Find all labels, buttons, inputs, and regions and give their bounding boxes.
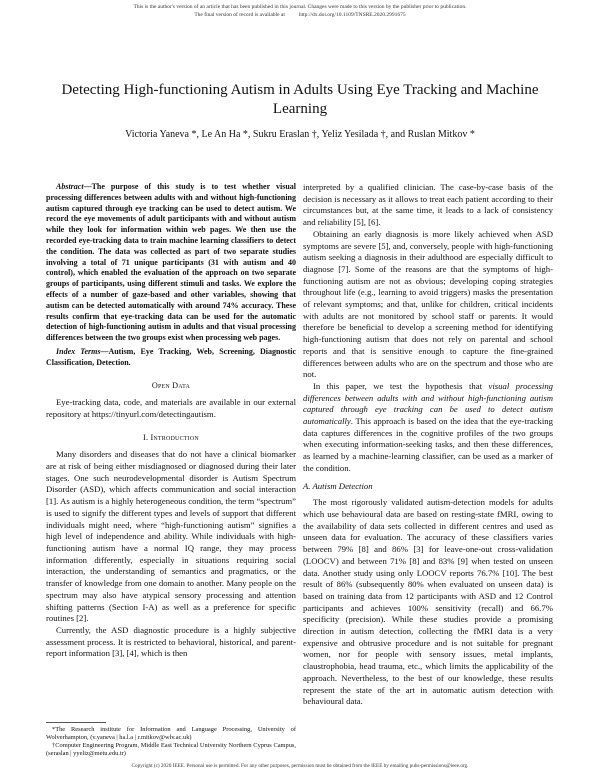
hypothesis-paragraph <box>303 381 553 475</box>
intro-paragraph-1: Many disorders and diseases that do not have a clinical biomarker are at risk of being either misdiagnosed or diagnosed during their later stages. One such neurodevelopmental disorder is Autism Spectrum Disorder (ASD), which affects communication and social interaction [1]. As autism is a highly heterogeneous condition, the term “spectrum” is used to signify the different types and levels of support that different individuals might need, where “high-functioning autism” signifies a high level of independence and ability. While individuals with high-functioning autism have a normal IQ range, they may process information differently, especially in situations requiring social interaction, the understanding of semantics and pragmatics, or the transfer of knowledge from one domain to another. Many people on the spectrum may also have atypical sensory processing and attention shifting patterns (Section I-A) as well as a preference for specific routines [2]. <box>46 449 296 624</box>
version-of-record-text: The final version of record is available at <box>194 12 285 18</box>
hypothesis-rest: . This approach is based on the idea that the eye-tracking data captures differences in the cognitive profiles of the two groups when executing information-seeking tasks, and then these differences, as learned by a machine-learning classifier, can be used as a marker of the condition. <box>303 416 553 473</box>
paper-title: Detecting High-functioning Autism in Adults Using Eye Tracking and Machine Learning <box>61 82 539 117</box>
publication-notice: This is the author's version of an article that has been published in this journal. Changes were made to this version by the publisher prior to publication. <box>133 4 467 10</box>
open-data-heading: Open Data <box>151 380 191 390</box>
intro-paragraph-2: Currently, the ASD diagnostic procedure is a highly subjective assessment process. It is restricted to behavioral, historical, and parent-report information [3], [4], which is then <box>46 624 296 659</box>
author-list: Victoria Yaneva *, Le An Ha *, Sukru Eraslan †, Yeliz Yesilada †, and Ruslan Mitkov * <box>125 129 475 140</box>
open-data-text: Eye-tracking data, code, and materials are available in our external repository at https://tinyurl.com/detectingautism. <box>46 397 296 419</box>
hypothesis-statement: visual processing differences between adults with and without high-functioning autism captured through eye tracking can be used to detect autism automatically <box>303 380 554 427</box>
footnote-metu: †Computer Engineering Program, Middle East Technical University Northern Cyprus Campus, (seraslan | yyeliz@metu.edu.tr) <box>46 742 296 757</box>
footnote-rule <box>46 722 106 723</box>
version-of-record-notice <box>0 12 600 19</box>
left-column <box>46 182 296 660</box>
footnote-wolverhampton: *The Research institute for Information and Language Processing, University of Wolverhampton, (v.yaneva | ha.l.a | r.mitkov@wlv.ac.uk) <box>46 726 296 741</box>
index-terms-lead: Index Terms <box>56 346 101 356</box>
abstract-text: —The purpose of this study is to test whether visual processing differences between adults with and without high-functioning autism captured through eye tracking can be used to detect autism. We record the eye movements of adult participants with and without autism while they look for information within web pages. We then use the recorded eye-tracking data to train machine learning classifiers to detect the condition. The data was collected as part of two separate studies involving a total of 71 unique participants (31 with autism and 40 control), which enabled the evaluation of the approach on two separate groups of participants, using different stimuli and tasks. We explore the effects of a number of gaze-based and other variables, showing that autism can be detected automatically with around 74% accuracy. These results confirm that eye-tracking data can be used for the automatic detection of high-functioning autism in adults and that visual processing differences between the two groups exist when processing web pages. <box>46 182 296 343</box>
abstract-lead: Abstract <box>56 182 84 191</box>
index-terms <box>46 347 296 369</box>
intro-paragraph-3: Obtaining an early diagnosis is more likely achieved when ASD symptoms are severe [5], and, conversely, people with high-functioning autism seeking a diagnosis in their adulthood are especially difficult to diagnose [7]. Some of the reasons are that the symptoms of high-functioning autism are not as obvious; developing coping strategies throughout life (e.g., learning to avoid triggers) masks the presentation of relevant symptoms; and that, unlike for children, critical incidents with adults are not monitored by school staff or parents. It would therefore be beneficial to develop a screening method for identifying high-functioning autism that does not rely on parental and school reports and that is sensitive enough to capture the fine-grained differences between adults who are on the spectrum and those who are not. <box>303 228 553 380</box>
affiliation-footnotes <box>46 722 296 758</box>
intro-paragraph-continued: interpreted by a qualified clinician. The case-by-case basis of the decision is necessary as it allows to treat each patient according to their circumstances but, at the same time, it leads to a lack of consistency and reliability [5], [6]. <box>303 182 553 228</box>
introduction-heading: I. Introduction <box>143 432 199 442</box>
copyright-footer: Copyright (c) 2020 IEEE. Personal use is permitted. For any other purposes, permission must be obtained from the IEEE by emailing pubs-permissions@ieee.org. <box>131 763 469 769</box>
doi-link[interactable]: http://dx.doi.org/10.1109/TNSRE.2020.2991675 <box>298 12 406 18</box>
hypothesis-intro: In this paper, we test the hypothesis that <box>313 380 489 391</box>
autism-detection-heading: A. Autism Detection <box>303 480 373 491</box>
autism-detection-paragraph: The most rigorously validated autism-detection models for adults which use behavioural data are based on resting-state fMRI, owing to the availability of data sets collected in different centres and used as unseen data for evaluation. The accuracy of these classifiers varies between 79% [8] and 86% [3] for leave-one-out cross-validation (LOOCV) and between 71% [8] and 83% [9] when tested on unseen data. Another study using only LOOCV reports 76.7% [10]. The best result of 86% (subsequently 80% when evaluated on unseen data) is based on training data from 12 participants with ASD and 12 Control participants and achieves 100% sensitivity (recall) and 66.7% specificity (precision). While these studies provide a promising direction in autism detection, collecting the fMRI data is a very expensive and obtrusive procedure and is not suitable for pregnant women, nor for people with sensory issues, metal implants, claustrophobia, head trauma, etc., which limits the applicability of the approach. Nevertheless, to the best of our knowledge, these results represent the state of the art in automatic autism detection with behavioural data. <box>303 497 553 707</box>
index-terms-text: —Autism, Eye Tracking, Web, Screening, Diagnostic Classification, Detection. <box>46 346 297 367</box>
abstract <box>46 182 296 344</box>
right-column <box>303 182 553 708</box>
